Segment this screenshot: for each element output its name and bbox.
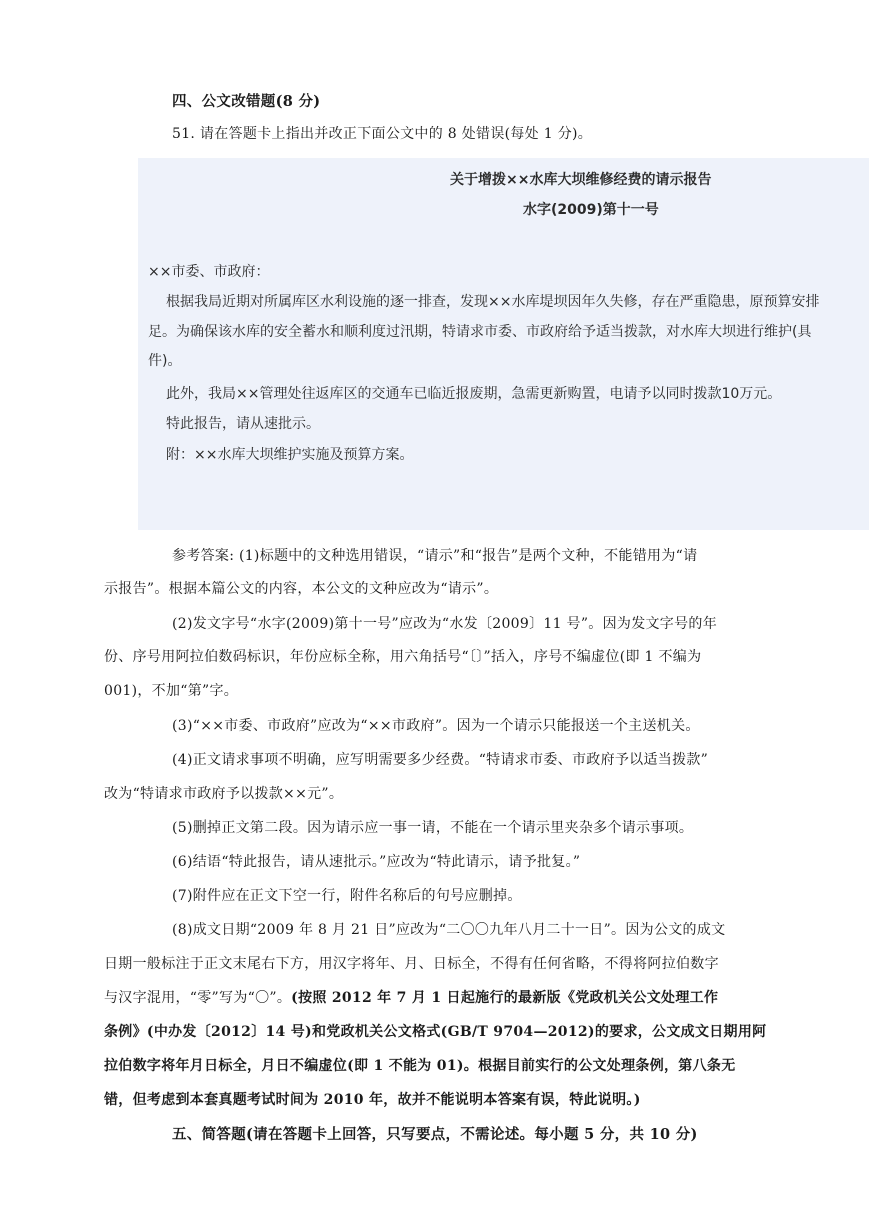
answer-4-line1: (4)正文请求事项不明确，应写明需要多少经费。“特请求市委、市政府予以适当拨款”: [172, 752, 709, 768]
answer-8-line3: [104, 988, 718, 1008]
figure-closing: 特此报告，请从速批示。: [166, 416, 320, 432]
document-image: [138, 158, 869, 530]
answer-2-line1: (2)发文字号“水字(2009)第十一号”应改为“水发〔2009〕11 号”。因为发文字号的年: [172, 616, 718, 632]
figure-recipient: ××市委、市政府：: [148, 264, 270, 280]
answer-1-line1: 参考答案: (1)标题中的文种选用错误，“请示”和“报告”是两个文种，不能错用为“请: [172, 548, 698, 564]
answer-5: (5)删掉正文第二段。因为请示应一事一请，不能在一个请示里夹杂多个请示事项。: [172, 820, 694, 836]
figure-attachment: 附：××水库大坝维护实施及预算方案。: [166, 447, 414, 463]
answer-8-note-line2: 条例》(中办发〔2012〕14 号)和党政机关公文格式(GB/T 9704—2012)的要求，公文成文日期用阿: [104, 1024, 767, 1040]
figure-title: 关于增拨××水库大坝维修经费的请示报告: [450, 172, 712, 188]
answer-4-line2: 改为“特请求市政府予以拨款××元”。: [104, 786, 344, 802]
answer-8-line1: (8)成文日期“2009 年 8 月 21 日”应改为“二〇〇九年八月二十一日”。因为公文的成文: [172, 922, 726, 938]
section-heading-4: 四、公文改错题(8 分): [172, 93, 321, 110]
answer-8-note-line4: 错，但考虑到本套真题考试时间为 2010 年，故并不能说明本答案有误，特此说明。): [104, 1092, 641, 1108]
figure-body1-line2: 足。为确保该水库的安全蓄水和顺利度过汛期，特请求市委、市政府给予适当拨款，对水库大坝进行维护(具: [148, 324, 812, 340]
answer-8-line3-plain: 与汉字混用，“零”写为“〇”。: [104, 990, 292, 1006]
answer-2-line3: 001)，不加“第”字。: [104, 683, 239, 699]
figure-body1-line1: 根据我局近期对所属库区水利设施的逐一排查，发现××水库堤坝因年久失修，存在严重隐患，原预算安排: [166, 294, 820, 310]
answer-8-line2: 日期一般标注于正文末尾右下方，用汉字将年、月、日标全，不得有任何省略，不得将阿拉伯数字: [104, 956, 719, 972]
answer-2-line2: 份、序号用阿拉伯数码标识，年份应标全称，用六角括号“〔〕”括入，序号不编虚位(即 1 不编为: [104, 649, 702, 665]
section-heading-5: 五、简答题(请在答题卡上回答，只写要点，不需论述。每小题 5 分，共 10 分): [172, 1126, 698, 1143]
answer-8-note-line3: 拉伯数字将年月日标全，月日不编虚位(即 1 不能为 01)。根据目前实行的公文处理条例，第八条无: [104, 1058, 736, 1074]
figure-body2: 此外，我局××管理处往返库区的交通车已临近报废期，急需更新购置，电请予以同时拨款10万元。: [166, 386, 782, 402]
figure-body1-line3: 件)。: [148, 353, 182, 369]
question-51: 51. 请在答题卡上指出并改正下面公文中的 8 处错误(每处 1 分)。: [172, 126, 593, 142]
answer-1-line2: 示报告”。根据本篇公文的内容，本公文的文种应改为“请示”。: [104, 581, 499, 597]
answer-7: (7)附件应在正文下空一行，附件名称后的句号应删掉。: [172, 888, 522, 904]
figure-doc-number: 水字(2009)第十一号: [523, 202, 659, 218]
answer-6: (6)结语“特此报告，请从速批示。”应改为“特此请示，请予批复。”: [172, 854, 581, 870]
answer-8-note-start: (按照 2012 年 7 月 1 日起施行的最新版《党政机关公文处理工作: [291, 990, 719, 1006]
answer-3: (3)“××市委、市政府”应改为“××市政府”。因为一个请示只能报送一个主送机关。: [172, 718, 700, 734]
